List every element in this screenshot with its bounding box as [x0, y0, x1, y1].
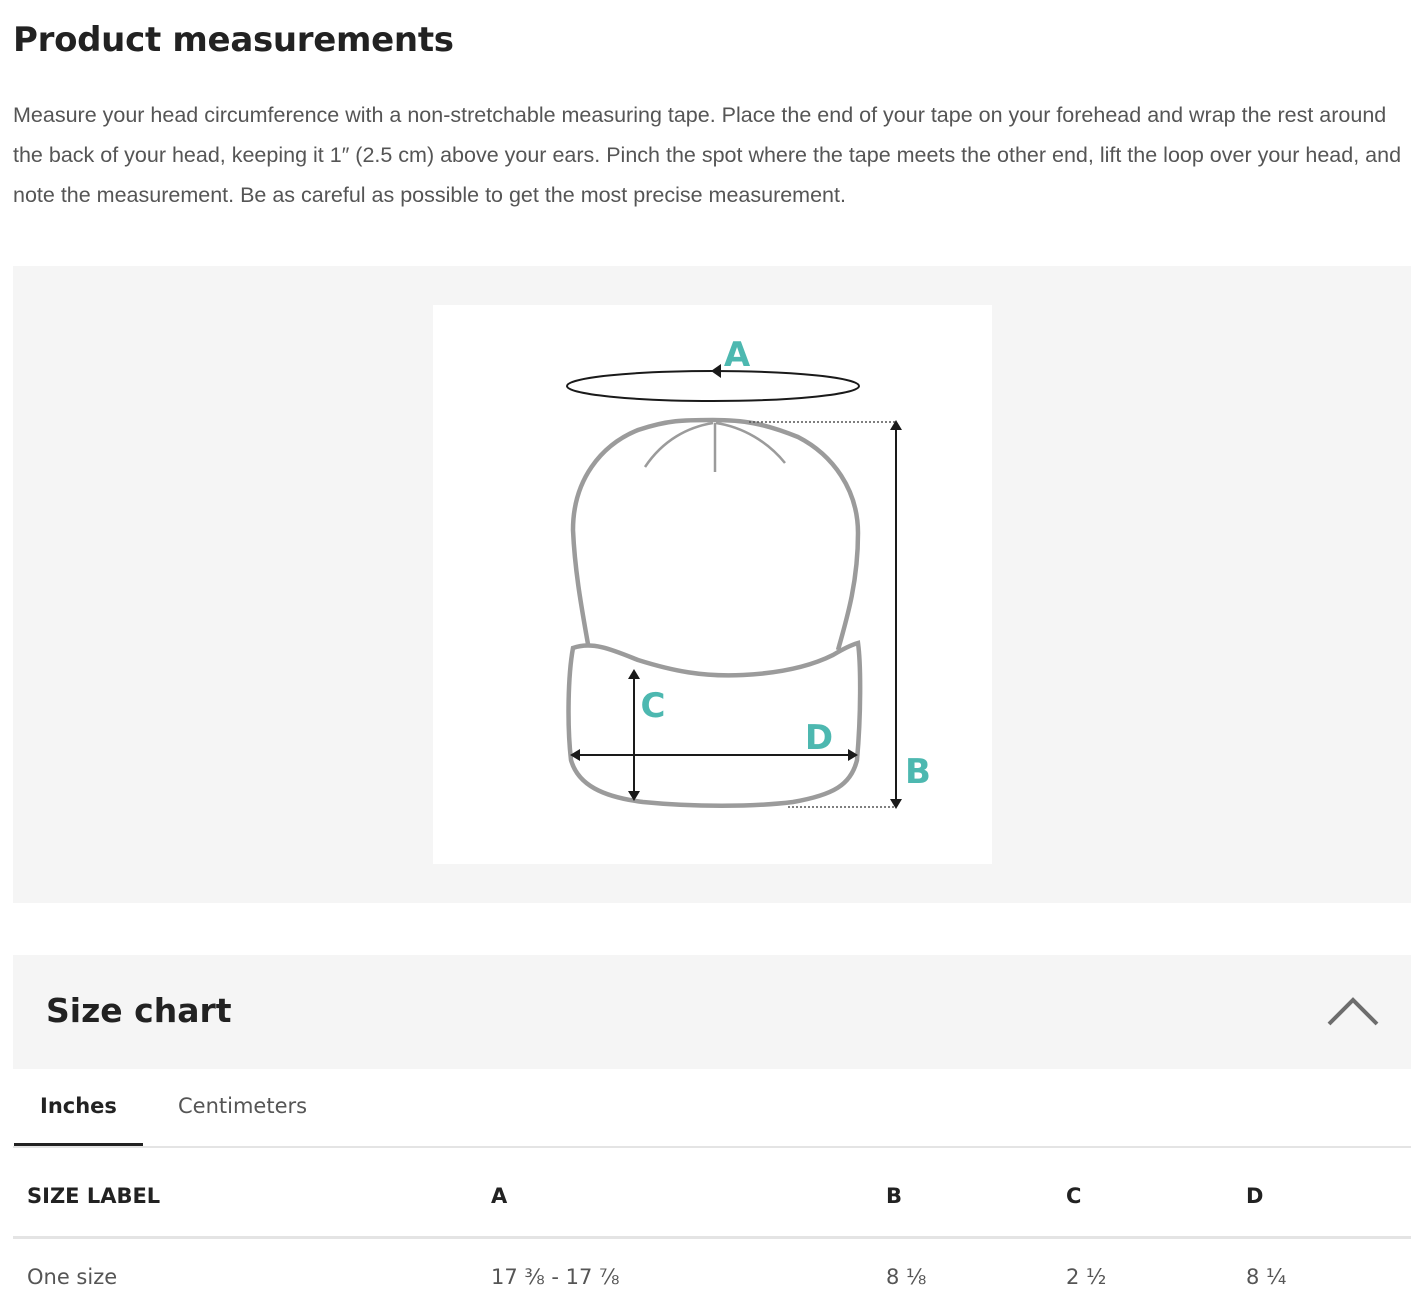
beanie-diagram-svg — [433, 305, 992, 864]
tab-centimeters[interactable]: Centimeters — [178, 1094, 308, 1118]
label-b: B — [905, 752, 931, 792]
beanie-measurement-diagram — [433, 305, 992, 864]
arrow-b-bottom-icon — [890, 799, 902, 809]
column-header-d: D — [1246, 1184, 1264, 1208]
cell-c: 2 ½ — [1066, 1265, 1107, 1289]
chevron-up-icon — [1323, 989, 1383, 1029]
column-header-a: A — [491, 1184, 508, 1208]
tab-inches[interactable]: Inches — [40, 1094, 117, 1118]
label-c: C — [640, 686, 666, 726]
arrow-b-top-icon — [890, 420, 902, 430]
page-title: Product measurements — [13, 20, 454, 60]
diagram-panel — [13, 266, 1411, 903]
column-header-size-label: SIZE LABEL — [27, 1184, 161, 1208]
cell-size-label: One size — [27, 1265, 118, 1289]
table-header-row — [13, 1148, 1411, 1239]
beanie-seam-left — [645, 423, 713, 467]
size-chart-title: Size chart — [46, 991, 232, 1030]
collapse-toggle-button[interactable] — [1323, 989, 1383, 1029]
circumference-ring — [567, 371, 859, 401]
label-a: A — [723, 335, 751, 375]
arrow-a-icon — [711, 364, 721, 378]
table-row — [13, 1240, 1411, 1304]
active-tab-indicator — [14, 1143, 143, 1146]
column-header-b: B — [886, 1184, 903, 1208]
unit-tabs — [13, 1070, 1411, 1148]
cell-a: 17 ⅜ - 17 ⅞ — [491, 1265, 620, 1289]
cell-b: 8 ⅛ — [886, 1265, 927, 1289]
label-d: D — [804, 718, 834, 758]
measurement-instructions: Measure your head circumference with a non-stretchable measuring tape. Place the end of your tape on your forehead and wrap the rest around the back of your head, keeping it 1″ (2.5 cm) above your ears. Pinch the spot where the tape meets the other end, lift the loop over your head, and note the measurement. Be as careful as possible to get the most precise measurement. — [13, 103, 1402, 207]
column-header-c: C — [1066, 1184, 1082, 1208]
cell-d: 8 ¼ — [1246, 1265, 1287, 1289]
size-chart-header[interactable] — [13, 955, 1411, 1069]
